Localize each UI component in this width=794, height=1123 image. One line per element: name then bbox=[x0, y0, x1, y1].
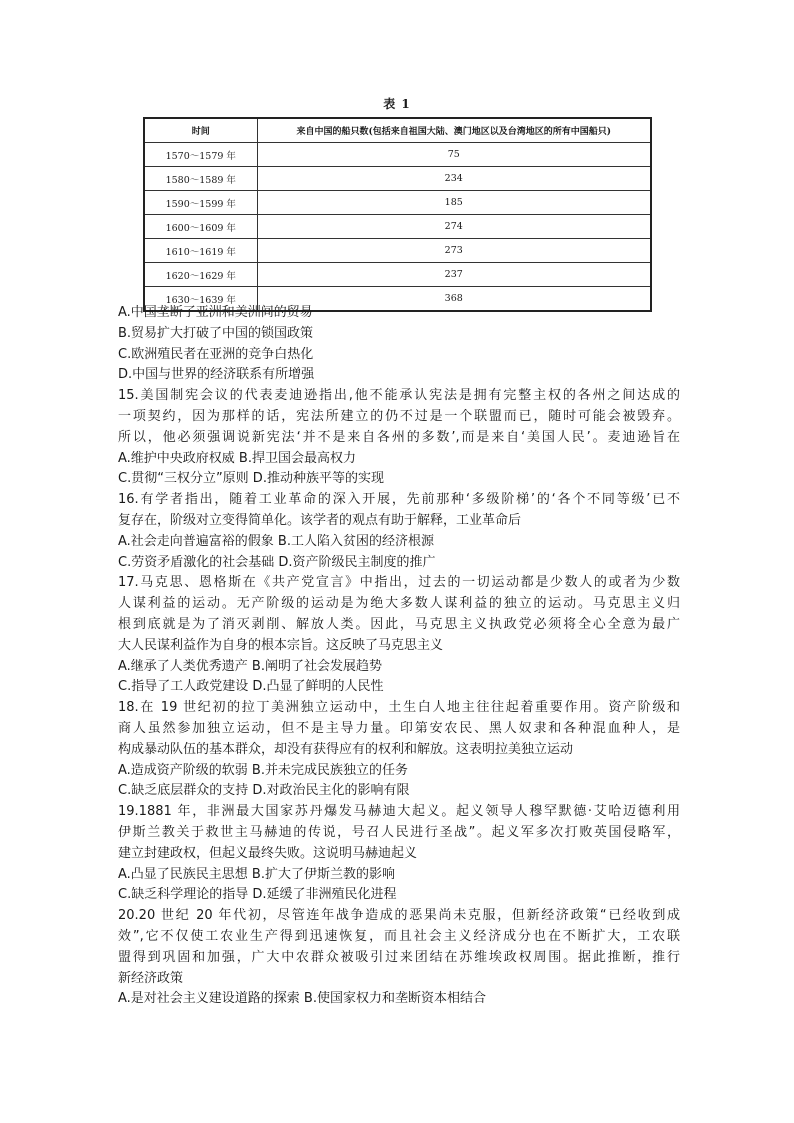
table-header-row bbox=[144, 118, 651, 143]
header-ship-count: 来自中国的船只数(包括来自祖国大陆、澳门地区以及台湾地区的所有中国船只) bbox=[257, 118, 651, 143]
question-20-line: 新经济政策 bbox=[118, 970, 184, 986]
ship-count-table bbox=[143, 117, 652, 312]
table-row bbox=[144, 239, 651, 263]
option-line: A.凸显了民族民主思想 B.扩大了伊斯兰教的影响 bbox=[118, 866, 395, 882]
option-line: A.是对社会主义建设道路的探索 B.使国家权力和垄断资本相结合 bbox=[118, 991, 486, 1007]
option-line: A.造成资产阶级的软弱 B.并未完成民族独立的任务 bbox=[118, 762, 408, 778]
count-cell: 75 bbox=[257, 143, 651, 167]
period-cell: 1630～1639 年 bbox=[144, 287, 257, 312]
question-20-line: 盟得到巩固和加强，广大中农群众被吸引过来团结在苏维埃政权周围。据此推断，推行 bbox=[118, 949, 680, 965]
option-line: C.劳资矛盾激化的社会基础 D.资产阶级民主制度的推广 bbox=[118, 554, 436, 570]
question-20-line: 20.20 世纪 20 年代初，尽管连年战争造成的恶果尚未克服，但新经济政策“已经收到成 bbox=[118, 908, 680, 924]
option-line: C.缺乏科学理论的指导 D.延缓了非洲殖民化进程 bbox=[118, 887, 397, 903]
question-text bbox=[118, 303, 680, 1010]
period-cell: 1600～1609 年 bbox=[144, 215, 257, 239]
table-row bbox=[144, 215, 651, 239]
question-18-line: 构成暴动队伍的基本群众，却没有获得应有的权利和解放。这表明拉美独立运动 bbox=[118, 741, 574, 757]
question-19-line: 19.1881 年，非洲最大国家苏丹爆发马赫迪大起义。起义领导人穆罕默德·艾哈迈德利用 bbox=[118, 804, 680, 820]
count-cell: 234 bbox=[257, 167, 651, 191]
count-cell: 274 bbox=[257, 215, 651, 239]
period-cell: 1570～1579 年 bbox=[144, 143, 257, 167]
option-line: A.社会走向普遍富裕的假象 B.工人陷入贫困的经济根源 bbox=[118, 533, 434, 549]
header-time: 时间 bbox=[144, 118, 257, 143]
option-line: B.贸易扩大打破了中国的锁国政策 bbox=[118, 325, 314, 341]
option-line: C.缺乏底层群众的支持 D.对政治民主化的影响有限 bbox=[118, 783, 410, 799]
option-line: A.中国垄断了亚洲和美洲间的贸易 bbox=[118, 305, 313, 320]
question-15-line: 所以，他必须强调说新宪法‘并不是来自各州的多数’,而是来自‘美国人民’。麦迪逊旨在 bbox=[118, 429, 680, 445]
question-16-line: 复存在，阶级对立变得简单化。该学者的观点有助于解释，工业革命后 bbox=[118, 512, 522, 528]
period-cell: 1620～1629 年 bbox=[144, 263, 257, 287]
question-19-line: 建立封建政权，但起义最终失败。这说明马赫迪起义 bbox=[118, 845, 418, 861]
question-17-line: 根到底就是为了消灭剥削、解放人类。因此，马克思主义执政党必须将全心全意为最广 bbox=[118, 616, 680, 632]
question-20-line: 效”,它不仅使工农业生产得到迅速恢复，而且社会主义经济成分也在不断扩大，工农联 bbox=[118, 928, 680, 944]
table-row bbox=[144, 167, 651, 191]
option-line: A.维护中央政府权威 B.捍卫国会最高权力 bbox=[118, 450, 356, 466]
question-19-line: 伊斯兰教关于救世主马赫迪的传说，号召人民进行圣战”。起义军多次打败英国侵略军， bbox=[118, 824, 680, 840]
period-cell: 1590～1599 年 bbox=[144, 191, 257, 215]
table-row bbox=[144, 191, 651, 215]
table-row bbox=[144, 263, 651, 287]
question-16-line: 16.有学者指出，随着工业革命的深入开展，先前那种‘多级阶梯’的‘各个不同等级’已不 bbox=[118, 492, 680, 508]
count-cell: 185 bbox=[257, 191, 651, 215]
question-18-line: 商人虽然参加独立运动，但不是主导力量。印第安农民、黑人奴隶和各种混血种人，是 bbox=[118, 720, 680, 736]
question-17-line: 17.马克思、恩格斯在《共产党宣言》中指出，过去的一切运动都是少数人的或者为少数 bbox=[118, 575, 680, 591]
question-18-line: 18.在 19 世纪初的拉丁美洲独立运动中，土生白人地主往往起着重要作用。资产阶级和 bbox=[118, 700, 680, 716]
option-line: C.欧洲殖民者在亚洲的竞争白热化 bbox=[118, 346, 314, 362]
question-17-line: 人谋利益的运动。无产阶级的运动是为绝大多数人谋利益的独立的运动。马克思主义归 bbox=[118, 596, 680, 612]
question-17-line: 大人民谋利益作为自身的根本宗旨。这反映了马克思主义 bbox=[118, 637, 444, 653]
question-15-line: 15.美国制宪会议的代表麦迪逊指出,他不能承认宪法是拥有完整主权的各州之间达成的 bbox=[118, 388, 680, 404]
table-row bbox=[144, 143, 651, 167]
question-15-line: 一项契约，因为那样的话，宪法所建立的仍不过是一个联盟而已，随时可能会被毁弃。 bbox=[118, 408, 680, 424]
period-cell: 1610～1619 年 bbox=[144, 239, 257, 263]
period-cell: 1580～1589 年 bbox=[144, 167, 257, 191]
count-cell: 273 bbox=[257, 239, 651, 263]
option-line: D.中国与世界的经济联系有所增强 bbox=[118, 367, 315, 383]
count-cell: 237 bbox=[257, 263, 651, 287]
table-caption: 表 1 bbox=[383, 97, 411, 111]
option-line: C.指导了工人政党建设 D.凸显了鲜明的人民性 bbox=[118, 679, 384, 695]
count-cell: 368 bbox=[257, 287, 651, 312]
option-line: C.贯彻“三权分立”原则 D.推动种族平等的实现 bbox=[118, 471, 384, 487]
option-line: A.继承了人类优秀遗产 B.阐明了社会发展趋势 bbox=[118, 658, 382, 674]
